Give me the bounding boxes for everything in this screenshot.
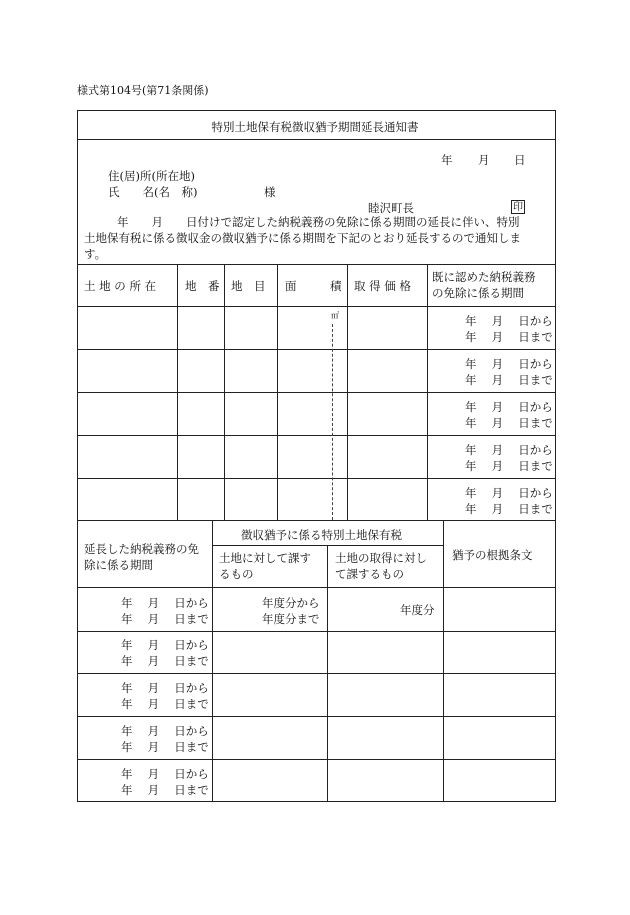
document-title: 特別土地保有税徴収猶予期間延長通知書 [211, 120, 419, 134]
header-land-category: 地 目 [231, 279, 266, 293]
header-on-land-line2: るもの [219, 567, 254, 581]
header-exemption-period-line2: の免除に係る期間 [432, 286, 524, 300]
t2-row3-period-to: 年 月 日まで [121, 697, 209, 711]
date-day: 日 [514, 153, 526, 167]
header-extended-period-line2: 除に係る期間 [84, 558, 153, 572]
header-extended-period-line1: 延長した納税義務の免 [84, 542, 199, 556]
table1-col-line [347, 264, 348, 520]
row4-period-to: 年 月 日まで [465, 459, 553, 473]
table1-bottom-border [77, 520, 556, 521]
name-label: 氏 名(名 称) [108, 185, 198, 199]
row2-period-to: 年 月 日まで [465, 373, 553, 387]
row5-period-to: 年 月 日まで [465, 502, 553, 516]
t2-row1-fiscal-from: 年度分から [262, 596, 320, 610]
table1-row-line [77, 478, 556, 479]
header-legal-basis: 猶予の根拠条文 [452, 548, 533, 562]
t2-row1-period-from: 年 月 日から [121, 596, 209, 610]
header-on-acquisition-line1: 土地の取得に対し [335, 551, 427, 565]
row1-period-from: 年 月 日から [465, 314, 553, 328]
header-lot-number: 地 番 [185, 279, 220, 293]
header-area-right: 積 [330, 279, 342, 293]
header-area-left: 面 [285, 279, 297, 293]
header-tax-group: 徴収猶予に係る特別土地保有税 [241, 528, 402, 542]
table2-col-line [327, 545, 328, 802]
table1-top-border [77, 264, 556, 265]
table1-col-line [224, 264, 225, 520]
t2-row4-period-from: 年 月 日から [121, 724, 209, 738]
table1-col-line [277, 264, 278, 520]
t2-row2-period-to: 年 月 日まで [121, 654, 209, 668]
header-acquisition-price: 取 得 価 格 [354, 279, 411, 293]
row4-period-from: 年 月 日から [465, 443, 553, 457]
row3-period-from: 年 月 日から [465, 400, 553, 414]
table2-col-line [212, 520, 213, 802]
row5-period-from: 年 月 日から [465, 486, 553, 500]
table2-row-line [77, 759, 556, 760]
honorific: 様 [264, 185, 276, 199]
notice-line-1: 年 月 日付けで認定した納税義務の免除に係る期間の延長に伴い、特別 [117, 215, 520, 229]
table1-header-bottom [77, 306, 556, 307]
row1-period-to: 年 月 日まで [465, 330, 553, 344]
t2-row1-fiscal-year: 年度分 [400, 603, 435, 617]
row3-period-to: 年 月 日まで [465, 416, 553, 430]
table2-row-line [77, 716, 556, 717]
table2-header-bottom [77, 587, 556, 588]
table1-row-line [77, 435, 556, 436]
table2-row-line [77, 673, 556, 674]
issuer-title: 睦沢町長 [368, 201, 414, 215]
row2-period-from: 年 月 日から [465, 357, 553, 371]
form-number: 様式第104号(第71条関係) [77, 84, 209, 97]
notice-line-3: す。 [84, 247, 107, 261]
seal-mark: 印 [513, 202, 523, 213]
t2-row3-period-from: 年 月 日から [121, 681, 209, 695]
table2-row-line [77, 631, 556, 632]
table1-row-line [77, 349, 556, 350]
t2-row1-period-to: 年 月 日まで [121, 612, 209, 626]
t2-row4-period-to: 年 月 日まで [121, 740, 209, 754]
table1-col-line [177, 264, 178, 520]
t2-row2-period-from: 年 月 日から [121, 638, 209, 652]
t2-row5-period-to: 年 月 日まで [121, 783, 209, 797]
title-divider [77, 139, 556, 140]
notice-line-2: 土地保有税に係る徴収金の徴収猶予に係る期間を下記のとおり延長するので通知しま [84, 231, 521, 245]
header-exemption-period-line1: 既に認めた納税義務 [432, 270, 536, 284]
area-decimal-divider [332, 324, 333, 520]
date-month: 月 [478, 153, 490, 167]
t2-row1-fiscal-to: 年度分まで [262, 612, 320, 626]
header-location: 土 地 の 所 在 [84, 279, 157, 293]
area-unit: ㎡ [331, 311, 339, 320]
date-year: 年 [441, 153, 453, 167]
table1-row-line [77, 392, 556, 393]
header-on-acquisition-line2: て課するもの [335, 567, 404, 581]
table1-col-line [427, 264, 428, 520]
header-on-land-line1: 土地に対して課す [219, 551, 311, 565]
address-label: 住(居)所(所在地) [108, 169, 195, 183]
table2-col-line [443, 520, 444, 802]
t2-row5-period-from: 年 月 日から [121, 767, 209, 781]
